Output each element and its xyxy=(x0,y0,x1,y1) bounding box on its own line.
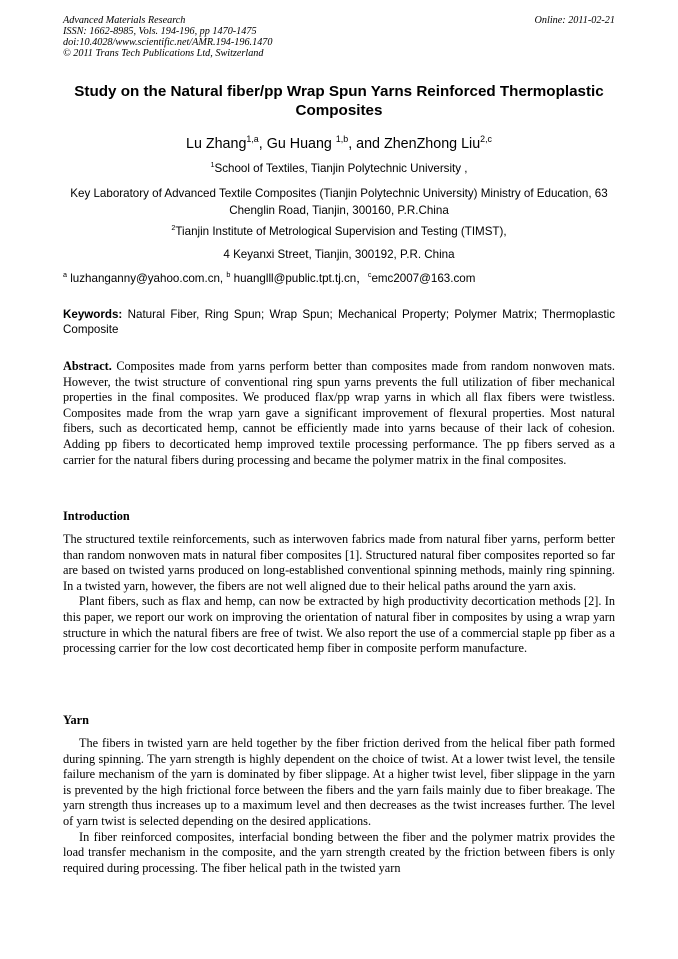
author-superscript: 2,c xyxy=(480,134,492,145)
email-list xyxy=(63,270,623,287)
issn-line: ISSN: 1662-8985, Vols. 194-196, pp 1470-1475 xyxy=(63,26,257,37)
introduction-body xyxy=(63,532,615,657)
copyright-line: © 2011 Trans Tech Publications Ltd, Switzerland xyxy=(63,48,264,59)
paragraph: The structured textile reinforcements, such as interwoven fabrics made from natural fiber yarns, perform better than random nonwoven mats in natural fiber composites [1]. Structured natural fiber composites reported so far are based on twisted yarns produced on long-established conventional spinning methods, mainly ring spinning. In a twisted yarn, however, the fibers are not well aligned due to their helical paths around the yarn axis. xyxy=(63,532,615,593)
affiliation-superscript: 2 xyxy=(171,223,176,233)
email-link[interactable]: luzhanganny@yahoo.com.cn, xyxy=(70,272,224,285)
author-superscript: 1,b xyxy=(335,134,349,145)
journal-header xyxy=(63,15,615,59)
author-list: Lu Zhang$^{1,a}$, Gu Huang $^{1,b}$, and ZhenZhong Liu$^{2,c}$ xyxy=(186,134,492,152)
abstract-block xyxy=(63,359,615,468)
affiliation-2-detail: 4 Keyanxi Street, Tianjin, 300192, P.R. China xyxy=(223,248,455,261)
affiliation-1 xyxy=(63,160,615,177)
paragraph: The fibers in twisted yarn are held together by the fiber friction derived from the helical fiber path formed during spinning. The yarn strength is highly dependent on the choice of twist. At a lower twist level, the tensile failure mechanism of the yarn is dominated by fiber slippage. At a higher twist level, fiber slippage in the yarn is prevented by the high frictional force between the fibers and the yarn fails mainly due to fiber breakage. The yarn strength thus increases up to a maximum level and then decreases as the twist increases further. The level of yarn twist is selected depending on the desired applications. xyxy=(63,736,615,828)
yarn-body xyxy=(63,736,615,876)
section-heading-yarn: Yarn xyxy=(63,713,89,727)
journal-name: Advanced Materials Research xyxy=(63,15,186,26)
email-superscript: c xyxy=(367,270,372,280)
author-name: Gu Huang xyxy=(266,136,332,152)
affiliation-text: School of Textiles, Tianjin Polytechnic University , xyxy=(214,162,468,175)
section-heading-introduction: Introduction xyxy=(63,509,130,523)
paper-title: Study on the Natural fiber/pp Wrap Spun Yarns Reinforced Thermoplastic Composites xyxy=(74,83,604,119)
author-name: Lu Zhang xyxy=(186,136,247,152)
affiliation-text: Tianjin Institute of Metrological Supervision and Testing (TIMST), xyxy=(175,225,507,238)
affiliation-2 xyxy=(63,223,615,240)
keywords-block xyxy=(63,307,615,337)
email-superscript: b xyxy=(226,270,231,280)
online-date: Online: 2011-02-21 xyxy=(534,15,615,26)
affiliation-1-detail: Key Laboratory of Advanced Textile Composites (Tianjin Polytechnic University) Ministry of Education, 63 Chenglin Road, Tianjin, 300160, P.R.China xyxy=(70,187,608,217)
email-link[interactable]: huanglll@public.tpt.tj.cn， xyxy=(233,272,368,285)
paragraph: In fiber reinforced composites, interfacial bonding between the fiber and the polymer matrix provides the load transfer mechanism in the composite, and the yarn strength created by the friction between fibers is only required during processing. The fiber helical path in the twisted yarn xyxy=(63,829,615,875)
doi-line: doi:10.4028/www.scientific.net/AMR.194-196.1470 xyxy=(63,37,273,48)
author-superscript: 1,a xyxy=(246,134,259,145)
author-name: and ZhenZhong Liu xyxy=(356,136,481,152)
keywords-text: Natural Fiber, Ring Spun; Wrap Spun; Mechanical Property; Polymer Matrix; Thermoplastic Composite xyxy=(63,308,615,336)
affiliation-superscript: 1 xyxy=(210,160,215,170)
paragraph: Plant fibers, such as flax and hemp, can now be extracted by high productivity decortication methods [2]. In this paper, we report our work on improving the orientation of natural fiber in composites by using a wrap yarn structure in which the natural fibers are free of twist. We also report the use of a commercial staple pp fiber as a processing carrier for the low cost decorticated hemp fiber in composite perform manufacture. xyxy=(63,594,615,656)
keywords-label: Keywords: xyxy=(63,308,123,321)
email-link[interactable]: emc2007@163.com xyxy=(371,272,476,285)
abstract-text: Composites made from yarns perform better than composites made from random nonwoven mats. However, the twist structure of conventional ring spun yarns prevents the full utilization of fiber mechanical properties in the final composites. We produced flax/pp wrap yarns in which all flax fibers were twistless. Composites made from the wrap yarn gave a significant improvement of flexural properties. Most natural fibers, such as decorticated hemp, cannot be efficiently made into yarns because of their lack of cohesion. Adding pp fibers to decorticated hemp improved textile processing performance. The pp fibers served as a carrier for the natural fibers during processing and became the polymer matrix in the final composites. xyxy=(63,359,615,467)
email-superscript: a xyxy=(63,270,67,280)
abstract-label: Abstract. xyxy=(63,359,112,373)
